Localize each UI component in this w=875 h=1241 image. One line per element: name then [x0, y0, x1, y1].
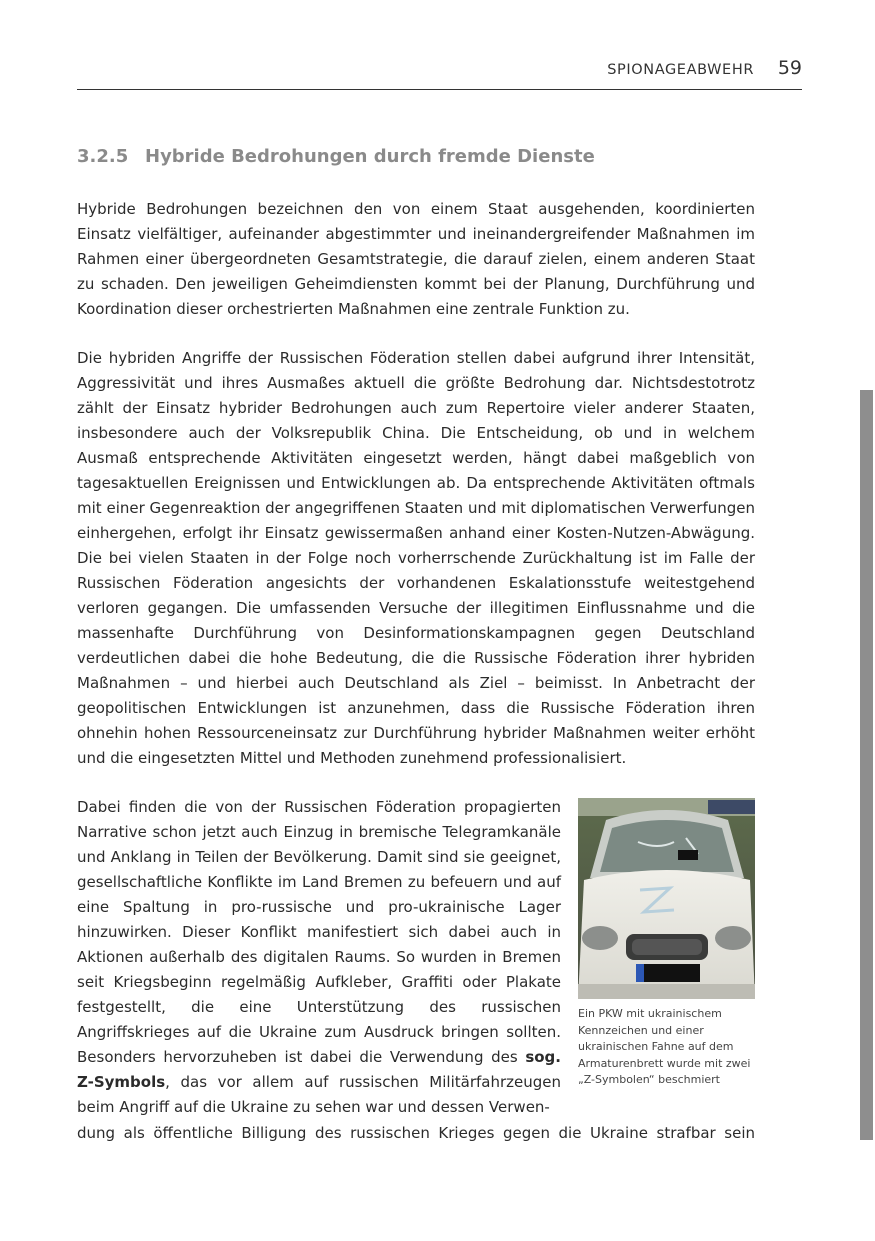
- running-header: [77, 56, 802, 90]
- paragraph-3-continuation: dung als öffentliche Billigung des russischen Krieges gegen die Ukraine strafbar sein: [77, 1124, 755, 1142]
- car-photo-image: [578, 798, 755, 999]
- paragraph-1: Hybride Bedrohungen bezeichnen den von einem Staat ausgehenden, koordinierten Einsatz vielfältiger, aufeinander abgestimmter und ineinandergreifender Maßnahmen im Rahmen einer übergeordneten Gesamtstrategie, die darauf zielen, einem anderen Staat zu schaden. Den jeweiligen Geheimdiensten kommt bei der Planung, Durchführung und Koordination dieser orchestrierten Maßnahmen eine zentrale Funktion zu.: [77, 200, 755, 318]
- z-symbol-term: sog. Z-Symbols: [77, 1048, 561, 1091]
- paragraph-3-text-after: , das vor allem auf russischen Militärfahrzeugen beim Angriff auf die Ukraine zu sehen war und dessen Verwen-: [77, 1073, 561, 1116]
- paragraph-2: Die hybriden Angriffe der Russischen Föderation stellen dabei aufgrund ihrer Intensität, Aggressivität und ihres Ausmaßes aktuell die größte Bedrohung dar. Nichtsdestotrotz zählt der Einsatz hybrider Bedrohungen auch zum Repertoire vieler anderer Staaten, insbesondere auch der Volksrepublik China. Die Entscheidung, ob und in welchem Ausmaß entsprechende Aktivitäten eingesetzt werden, hängt dabei maßgeblich von tagesaktuellen Ereignissen und Entwicklungen ab. Da entsprechende Aktivitäten oftmals mit einer Gegenreaktion der angegriffenen Staaten und mit diplomatischen Verwerfungen einhergehen, erfolgt ihr Einsatz gewissermaßen anhand einer Kosten-Nutzen-Abwägung. Die bei vielen Staaten in der Folge noch vorherrschende Zurückhaltung ist im Falle der Russischen Föderation angesichts der vorhandenen Eskalationsstufe weitestgehend verloren gegangen. Die umfassenden Versuche der illegitimen Einflussnahme und die massenhafte Durchführung von Desinformationskampagnen gegen Deutschland verdeutlichen dabei die hohe Bedeutung, die die Russische Föderation ihrer hybriden Maßnahmen – und hierbei auch Deutschland als Ziel – beimisst. In Anbetracht der geopolitischen Entwicklungen ist anzunehmen, dass die Russische Föderation ihren ohnehin hohen Ressourceneinsatz zur Durchführung hybrider Maßnahmen weiter erhöht und die eingesetzten Mittel und Methoden zunehmend professionalisiert.: [77, 349, 755, 767]
- section-heading: [77, 146, 595, 167]
- figure-caption: Ein PKW mit ukrainischem Kennzeichen und einer ukrainischen Fahne auf dem Armaturenbrett wurde mit zwei „Z-Symbolen“ beschmiert: [578, 1007, 751, 1086]
- paragraph-3-text-before: Dabei finden die von der Russischen Föderation propagierten Narrative schon jetzt auch Einzug in bremische Telegramkanäle und Anklang in Teilen der Bevölkerung. Damit sind sie geeignet, gesellschaftliche Konflikte im Land Bremen zu befeuern und auf eine Spaltung in pro-russische und pro-ukrainische Lager hinzuwirken. Dieser Konflikt manifestiert sich dabei auch in Aktionen außerhalb des digitalen Raums. So wurden in Bremen seit Kriegsbeginn regelmäßig Aufkleber, Graffiti oder Plakate festgestellt, die eine Unterstützung des russischen Angriffskrieges auf die Ukraine zum Ausdruck bringen sollten. Besonders hervorzuheben ist dabei die Verwendung des: [77, 798, 561, 1066]
- paragraph-3: [77, 795, 561, 1120]
- section-title: Hybride Bedrohungen durch fremde Dienste: [145, 146, 595, 167]
- car-photo: [578, 798, 755, 999]
- section-number: 3.2.5: [77, 146, 129, 167]
- chapter-marker-bar: [860, 390, 873, 1140]
- running-header-title: SPIONAGEABWEHR: [607, 62, 754, 78]
- page-number: 59: [777, 57, 802, 79]
